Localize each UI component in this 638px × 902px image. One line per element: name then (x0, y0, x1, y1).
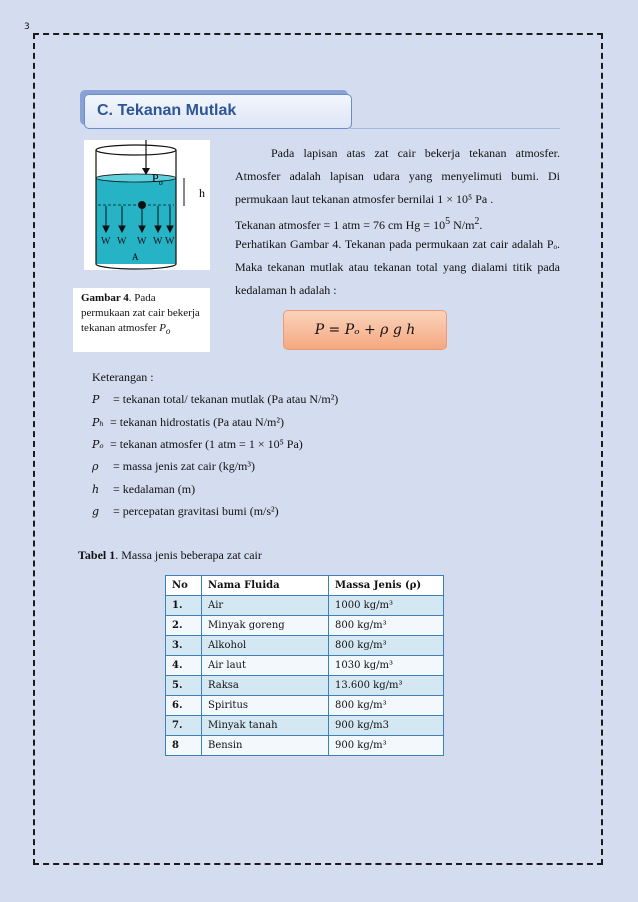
cell-fluid: Air laut (202, 656, 329, 676)
caption-symbol: P (159, 322, 166, 334)
cell-fluid: Minyak goreng (202, 616, 329, 636)
keterangan-item (92, 415, 284, 430)
symbol: g (92, 505, 100, 518)
atm-unit-exp: 2 (474, 216, 480, 227)
keterangan-title: Keterangan : (92, 370, 154, 384)
cell-density: 1000 kg/m³ (329, 596, 444, 616)
cell-density: 800 kg/m³ (329, 696, 444, 716)
table-title (78, 548, 262, 563)
w-label: W (165, 236, 175, 247)
container-diagram (84, 140, 210, 270)
cell-density: 1030 kg/m³ (329, 656, 444, 676)
density-table (165, 575, 444, 756)
definition: = tekanan hidrostatis (Pa atau N/m²) (110, 415, 284, 429)
caption-subscript: o (165, 326, 171, 337)
table-row (166, 596, 444, 616)
cell-fluid: Air (202, 596, 329, 616)
section-heading: C. Tekanan Mutlak (97, 102, 237, 119)
atm-end: . (479, 218, 483, 232)
paragraph-definition: Perhatikan Gambar 4. Tekanan pada permukaan zat cair adalah Pₒ. Maka tekanan mutlak atau tekanan total yang dialami titik pada kedalaman h adalah : (235, 237, 560, 297)
atm-unit: N/m (450, 218, 475, 232)
keterangan-item (92, 437, 303, 452)
keterangan-item (92, 459, 255, 474)
cell-no: 6. (166, 696, 202, 716)
table-title-bold: Tabel 1 (78, 548, 116, 562)
table-row (166, 616, 444, 636)
formula-box: P = Pₒ + ρ g h (283, 310, 447, 350)
cell-no: 7. (166, 716, 202, 736)
header-no: No (166, 576, 202, 596)
page-marker: 3 (24, 22, 30, 32)
w-label: W (153, 236, 163, 247)
cell-fluid: Minyak tanah (202, 716, 329, 736)
cell-fluid: Alkohol (202, 636, 329, 656)
cell-fluid: Spiritus (202, 696, 329, 716)
definition: = percepatan gravitasi bumi (m/s²) (110, 504, 279, 518)
caption-bold: Gambar 4 (81, 292, 129, 304)
symbol: ρ (92, 460, 99, 473)
cell-no: 5. (166, 676, 202, 696)
table-row (166, 696, 444, 716)
container-top (96, 145, 176, 155)
heading-rule (350, 128, 560, 129)
cell-no: 1. (166, 596, 202, 616)
definition: = kedalaman (m) (110, 482, 196, 496)
symbol: h (92, 483, 100, 496)
definition: = tekanan total/ tekanan mutlak (Pa atau N/m²) (110, 392, 339, 406)
definition: = massa jenis zat cair (kg/m³) (110, 459, 255, 473)
cell-density: 800 kg/m³ (329, 616, 444, 636)
atm-exp: 5 (445, 216, 451, 227)
table-row (166, 656, 444, 676)
caption-text: . Pada permukaan zat cair bekerja tekanan atmosfer (81, 292, 200, 334)
header-fluid: Nama Fluida (202, 576, 329, 596)
table-row (166, 716, 444, 736)
w-label: W (117, 236, 127, 247)
header-density: Massa Jenis (ρ) (329, 576, 444, 596)
symbol: Pₒ (92, 438, 104, 451)
po-label: $P_o$ (152, 171, 163, 187)
section-heading-box (84, 94, 352, 129)
table-row (166, 676, 444, 696)
table-row (166, 736, 444, 756)
atm-text: Tekanan atmosfer = 1 atm = 76 cm Hg = 10 (235, 218, 446, 232)
cell-density: 800 kg/m³ (329, 636, 444, 656)
cell-no: 3. (166, 636, 202, 656)
a-label: A (132, 252, 139, 262)
symbol: Pₕ (92, 416, 105, 429)
table-header-row (166, 576, 444, 596)
paragraph-atmosphere: Pada lapisan atas zat cair bekerja tekanan atmosfer. Atmosfer adalah lapisan udara yang menyelimuti bumi. Di permukaan laut tekanan atmosfer bernilai 1 × 10⁵ Pa . (235, 146, 560, 206)
liquid-surface (96, 174, 176, 182)
cell-no: 2. (166, 616, 202, 636)
figure-caption (73, 288, 210, 352)
depth-point (138, 201, 146, 209)
cell-density: 900 kg/m3 (329, 716, 444, 736)
cell-no: 8 (166, 736, 202, 756)
w-label: W (101, 236, 111, 247)
cell-fluid: Bensin (202, 736, 329, 756)
keterangan-item (92, 392, 338, 407)
table-row (166, 636, 444, 656)
cell-fluid: Raksa (202, 676, 329, 696)
cell-density: 13.600 kg/m³ (329, 676, 444, 696)
symbol: P (92, 393, 100, 406)
definition: = tekanan atmosfer (1 atm = 1 × 10⁵ Pa) (110, 437, 303, 451)
h-label: h (199, 186, 205, 200)
cell-no: 4. (166, 656, 202, 676)
keterangan-item (92, 504, 279, 519)
keterangan-item (92, 482, 195, 497)
table-title-text: . Massa jenis beberapa zat cair (115, 548, 262, 562)
w-label: W (137, 236, 147, 247)
cell-density: 900 kg/m³ (329, 736, 444, 756)
pressure-figure (84, 140, 210, 270)
